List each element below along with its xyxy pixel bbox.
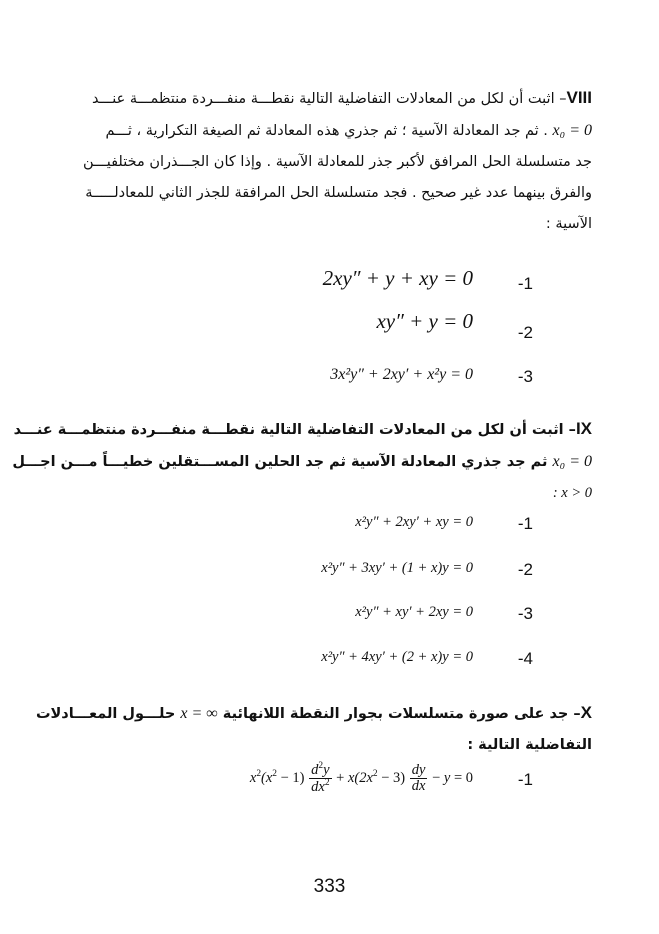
- equation-ix-1-number: -1: [517, 514, 533, 533]
- equation-ix-2: x²y″ + 3xy′ + (1 + x)y = 0: [321, 560, 473, 576]
- section-viii-line-3: جد متسلسلة الحل المرافق لأكبر جذر للمعادلة الآسية . وإذا كان الجـــذران مختلفيـــن: [82, 154, 592, 170]
- equation-ix-2-number: -2: [517, 560, 533, 579]
- equation-viii-1-number: -1: [517, 274, 533, 293]
- section-viii-line-1: VIII– اثبت أن لكل من المعادلات التفاضلية التالية نقطـــة منفـــردة منتظمـــة عنـــد: [91, 88, 592, 107]
- section-x-x-infinity: x = ∞: [180, 705, 218, 722]
- section-ix-line-1: IX– اثبت أن لكل من المعادلات التفاضلية التالية نقطـــة منفـــردة منتظمـــة عنـــد: [13, 419, 592, 438]
- equation-ix-4: x²y″ + 4xy′ + (2 + x)y = 0: [321, 649, 473, 665]
- section-viii-marker: VIII: [566, 88, 592, 107]
- page-number: 333: [313, 876, 346, 897]
- section-viii-line-5: الآسية :: [545, 216, 592, 232]
- equation-x-1: $x^2(x^2 - 1)$ $\frac{d^2y}{dx^2}$ + $x(2x^2 - 3)$ $\frac{dy}{dx}$ − y = 0: [249, 761, 473, 795]
- equation-ix-3: x²y″ + xy′ + 2xy = 0: [355, 604, 473, 620]
- equation-ix-3-number: -3: [517, 604, 533, 623]
- equation-viii-1: 2xy″ + y + xy = 0: [322, 266, 473, 290]
- section-x-marker: X: [580, 703, 592, 722]
- section-ix-marker: IX: [575, 419, 592, 438]
- equation-viii-2: xy″ + y = 0: [376, 309, 473, 333]
- equation-ix-1: x²y″ + 2xy′ + xy = 0: [355, 514, 473, 530]
- section-ix-x0: x₀ = 0: [552, 453, 592, 470]
- second-derivative-fraction: $\frac{d^2y}{dx^2}$: [311, 761, 330, 795]
- equation-x-1-number: -1: [517, 770, 533, 789]
- section-x-line-1: X– جد على صورة متسلسلات بجوار النقطة اللانهائية x = ∞ حلـــول المعـــادلات: [35, 703, 592, 722]
- equation-viii-3-number: -3: [517, 367, 533, 386]
- section-ix-line-2: x₀ = 0 ثم جد جذري المعادلة الآسية ثم جد الحلين المســـتقلين خطيـــاً مـــن اجـــل: [12, 453, 592, 470]
- section-viii-line-2: x₀ = 0 . ثم جد المعادلة الآسية ؛ ثم جذري هذه المعادلة ثم الصيغة التكرارية ، ثـــم: [105, 122, 592, 139]
- equation-viii-2-number: -2: [517, 323, 533, 342]
- section-x-text: [35, 697, 592, 761]
- first-derivative-fraction: $\frac{dy}{dx}$: [411, 761, 426, 795]
- section-x-line-2: التفاضلية التالية :: [467, 737, 592, 753]
- section-viii-line-4: والفرق بينهما عدد غير صحيح . فجد متسلسلة الحل المرافقة للجذر الثاني للمعادلـــــة: [85, 185, 592, 201]
- equation-viii-3: 3x²y″ + 2xy′ + x²y = 0: [330, 366, 473, 383]
- section-viii-text: [70, 82, 592, 240]
- section-ix-text: [12, 413, 592, 509]
- equation-ix-4-number: -4: [517, 649, 533, 668]
- section-viii-x0: x₀ = 0: [552, 122, 592, 139]
- section-ix-line-3: : x > 0: [552, 485, 592, 501]
